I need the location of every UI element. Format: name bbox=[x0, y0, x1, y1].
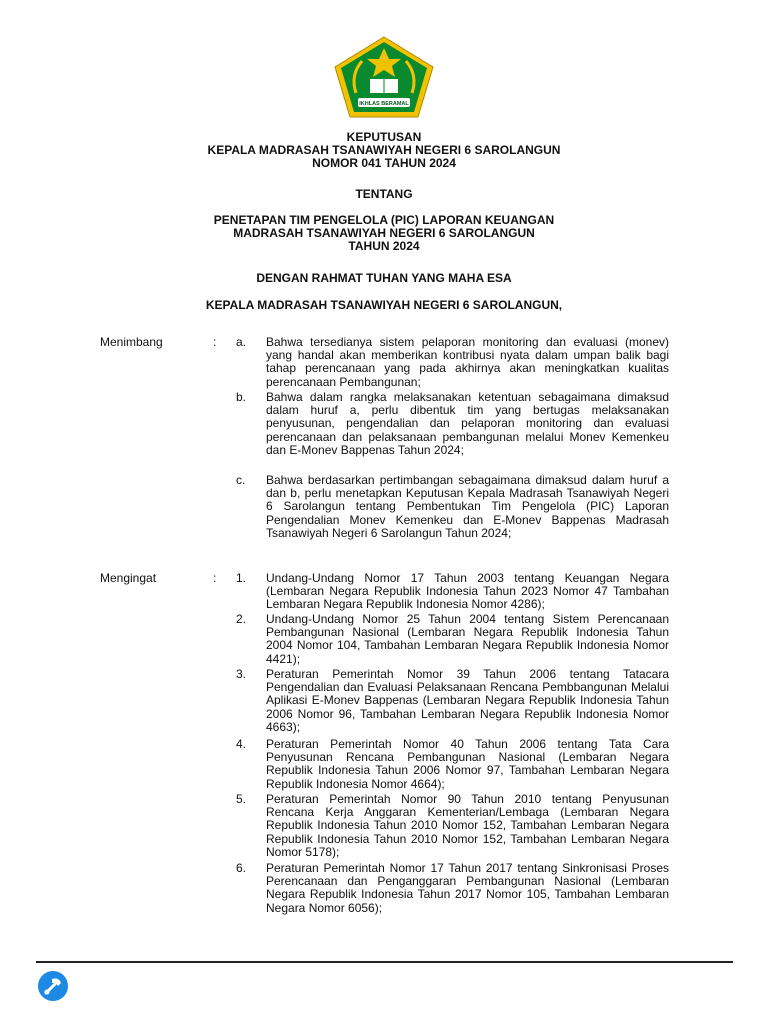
logo-motto: IKHLAS BERAMAL bbox=[359, 101, 409, 107]
subject-line-1: PENETAPAN TIM PENGELOLA (PIC) LAPORAN KEUANGAN bbox=[213, 213, 555, 227]
heading-number: NOMOR 041 TAHUN 2024 bbox=[312, 156, 456, 170]
item-text: Bahwa tersedianya sistem pelaporan monitoring dan evaluasi (monev) yang handal akan memberikan kontribusi nyata dalam umpan balik bagi tahap perencanaan yang pada akhirnya akan meningkatkan kualitas perencanaan Pembangunan; bbox=[266, 335, 669, 389]
item-text: Peraturan Pemerintah Nomor 39 Tahun 2006 tentang Tatacara Pengendalian dan Evaluasi Pelaksanaan Rencana Pembbangunan Melalui Aplikasi E-Monev Bappenas (Lembaran Negara Republik Indonesia Tahun 2006 Nomor 96, Tambahan Lembaran Negara Republik Indonesia Nomor 4663); bbox=[266, 667, 669, 734]
item-marker: c. bbox=[236, 473, 246, 487]
heading-rahmat: DENGAN RAHMAT TUHAN YANG MAHA ESA bbox=[256, 271, 512, 285]
item-text: Undang-Undang Nomor 17 Tahun 2003 tentang Keuangan Negara (Lembaran Negara Republik Indonesia Tahun 2023 Nomor 47 Tambahan Lembaran Negara Republik Indonesia Nomor 4286); bbox=[266, 571, 669, 612]
section-colon: : bbox=[213, 335, 217, 349]
subject-line-2: MADRASAH TSANAWIYAH NEGERI 6 SAROLANGUN bbox=[233, 226, 535, 240]
item-marker: 5. bbox=[236, 792, 247, 806]
item-marker: 2. bbox=[236, 612, 247, 626]
item-marker: b. bbox=[236, 390, 247, 404]
item-text: Peraturan Pemerintah Nomor 17 Tahun 2017 tentang Sinkronisasi Proses Perencanaan dan Penganggaran Pembangunan Nasional (Lembaran Negara Republik Indonesia Tahun 2017 Nomor 105, Tambahan Lembaran Negara Nomor 6056); bbox=[266, 861, 669, 915]
section-label: Menimbang bbox=[100, 335, 163, 349]
item-text: Bahwa dalam rangka melaksanakan ketentuan sebagaimana dimaksud dalam huruf a, perlu dibentuk tim yang bertugas melaksanakan penyusunan, pengendalian dan pelaporan monitoring dan evaluasi perencanaan dan pelaksanaan pembangunan melalui Monev Kemenkeu dan E-Monev Bappenas Tahun 2024; bbox=[266, 390, 669, 457]
section-label: Mengingat bbox=[100, 571, 157, 585]
heading-issuer: KEPALA MADRASAH TSANAWIYAH NEGERI 6 SAROLANGUN bbox=[207, 143, 561, 157]
footer-divider bbox=[36, 961, 733, 963]
item-marker: a. bbox=[236, 335, 247, 349]
decree-subject bbox=[0, 214, 768, 253]
heading-kepala: KEPALA MADRASAH TSANAWIYAH NEGERI 6 SAROLANGUN, bbox=[205, 298, 563, 312]
item-text: Peraturan Pemerintah Nomor 40 Tahun 2006 tentang Tata Cara Penyusunan Rencana Pembangunan Nasional (Lembaran Negara Republik Indonesia Tahun 2006 Nomor 97, Tambahan Lembaran Negara Republik Indonesia Nomor 4664); bbox=[266, 737, 669, 791]
heading-title: KEPUTUSAN bbox=[346, 130, 422, 144]
scribd-share-icon[interactable] bbox=[37, 970, 69, 1002]
decree-heading bbox=[0, 131, 768, 170]
kemenag-logo bbox=[332, 35, 436, 119]
item-marker: 6. bbox=[236, 861, 247, 875]
item-marker: 3. bbox=[236, 667, 247, 681]
heading-tentang: TENTANG bbox=[355, 187, 413, 201]
item-text: Peraturan Pemerintah Nomor 90 Tahun 2010 tentang Penyusunan Rencana Kerja Anggaran Kementerian/Lembaga (Lembaran Negara Republik Indonesia Tahun 2010 Nomor 152, Tambahan Lembaran Negara Republik Indonesia Tahun 2010 Nomor 152, Tambahan Lembaran Negara Nomor 5178); bbox=[266, 792, 669, 859]
item-marker: 4. bbox=[236, 737, 247, 751]
subject-line-3: TAHUN 2024 bbox=[348, 239, 420, 253]
item-marker: 1. bbox=[236, 571, 247, 585]
item-text: Bahwa berdasarkan pertimbangan sebagaimana dimaksud dalam huruf a dan b, perlu menetapkan Keputusan Kepala Madrasah Tsanawiyah Negeri 6 Sarolangun tentang Pembentukan Tim Pengelola (PIC) Laporan Pengendalian Monev Kemenkeu dan E-Monev Bappenas Madrasah Tsanawiyah Negeri 6 Sarolangun Tahun 2024; bbox=[266, 473, 669, 540]
section-colon: : bbox=[213, 571, 217, 585]
item-text: Undang-Undang Nomor 25 Tahun 2004 tentang Sistem Perencanaan Pembangunan Nasional (Lembaran Negara Republik Indonesia Tahun 2004 Nomor 104, Tambahan Lembaran Negara Republik Indonesia Nomor 4421); bbox=[266, 612, 669, 666]
